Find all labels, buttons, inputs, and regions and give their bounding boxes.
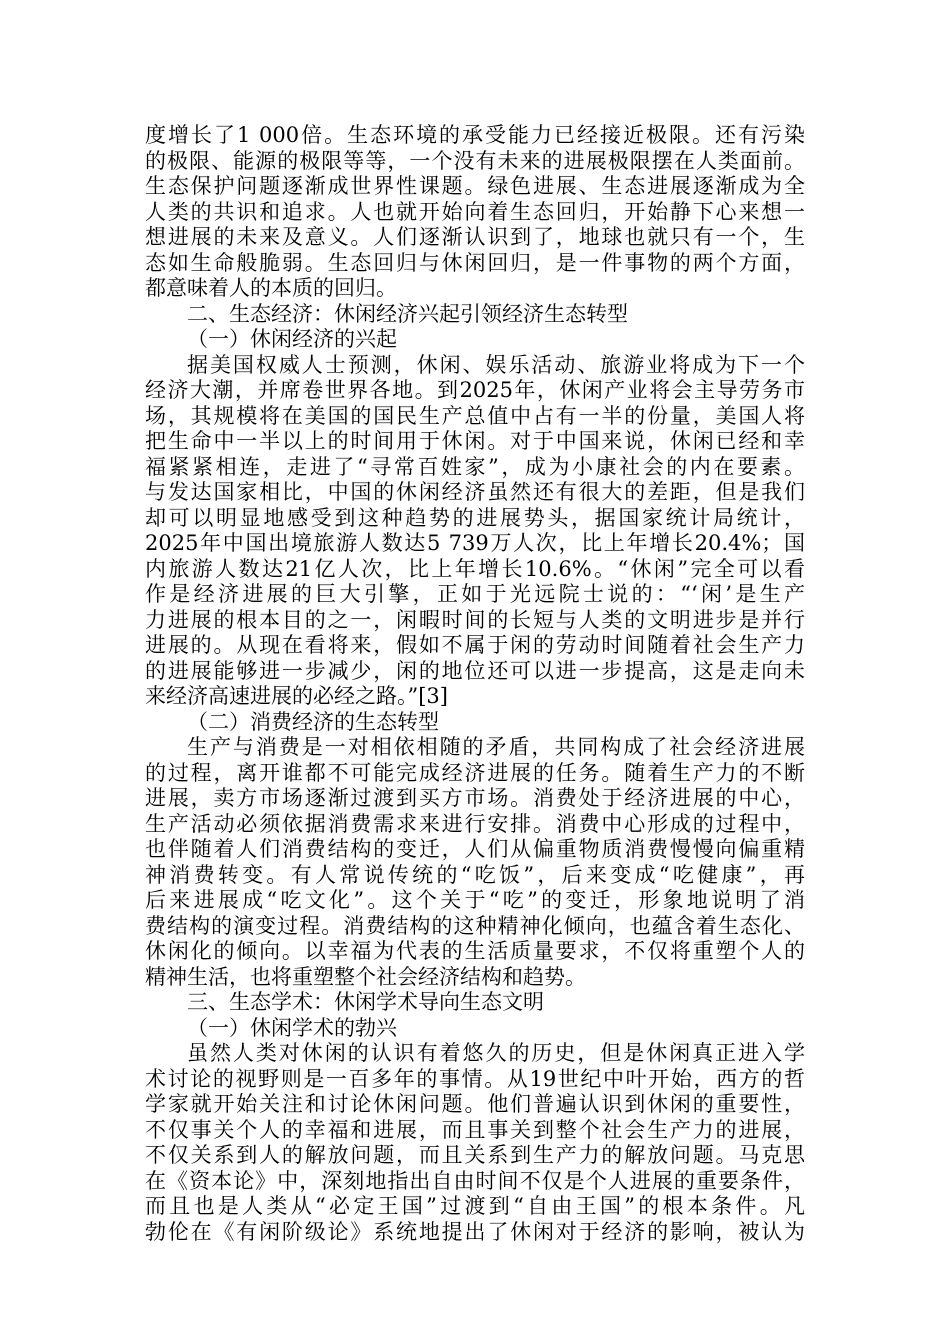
text-line: 不仅事关个人的幸福和进展，而且事关到整个社会生产力的进展，	[145, 1117, 805, 1142]
text-line: （一）休闲经济的兴起	[187, 327, 397, 351]
text-line: 在《资本论》中，深刻地指出自由时间不仅是个人进展的重要条件，	[145, 1168, 805, 1193]
text-line: 态如生命般脆弱。生态回归与休闲回归，是一件事物的两个方面，	[145, 250, 805, 275]
text-line: 勃伦在《有闲阶级论》系统地提出了休闲对于经济的影响，被认为	[145, 1219, 805, 1244]
text-line: 想进展的未来及意义。人们逐渐认识到了，地球也就只有一个，生	[145, 225, 805, 249]
text-line: 经济大潮，并席卷世界各地。到2025年，休闲产业将会主导劳务市	[145, 378, 805, 402]
text-line: 二、生态经济：休闲经济兴起引领经济生态转型	[187, 301, 628, 326]
text-line: 内旅游人数达21亿人次，比上年增长10.6%。“休闲”完全可以看	[145, 556, 805, 581]
text-line: 三、生态学术：休闲学术导向生态文明	[187, 990, 544, 1014]
text-line: 力进展的根本目的之一，闲暇时间的长短与人类的文明进步是并行	[145, 607, 805, 632]
text-line: 而且也是人类从“必定王国”过渡到“自由王国”的根本条件。凡	[145, 1194, 805, 1218]
text-line: （二）消费经济的生态转型	[187, 709, 439, 734]
text-line: 学家就开始关注和讨论休闲问题。他们普遍认识到休闲的重要性，	[145, 1092, 805, 1116]
text-line: 却可以明显地感受到这种趋势的进展势头，据国家统计局统计，	[145, 505, 805, 530]
text-line: 场，其规模将在美国的国民生产总值中占有一半的份量，美国人将	[145, 403, 805, 428]
text-line: 后来进展成“吃文化”。这个关于“吃”的变迁，形象地说明了消	[145, 888, 805, 912]
text-line: 费结构的演变过程。消费结构的这种精神化倾向，也蕴含着生态化、	[145, 913, 805, 938]
text-line: 作是经济进展的巨大引擎，正如于光远院士说的：“‘闲’是生产	[145, 582, 805, 606]
text-line: 人类的共识和追求。人也就开始向着生态回归，开始静下心来想一	[145, 199, 805, 224]
text-line: 的进展能够进一步减少，闲的地位还可以进一步提高，这是走向未	[145, 658, 805, 683]
text-line: 与发达国家相比，中国的休闲经济虽然还有很大的差距，但是我们	[145, 480, 805, 504]
text-line: 休闲化的倾向。以幸福为代表的生活质量要求，不仅将重塑个人的	[145, 939, 805, 963]
text-line: 据美国权威人士预测，休闲、娱乐活动、旅游业将成为下一个	[187, 352, 805, 377]
text-line: 2025年中国出境旅游人数达5 739万人次，比上年增长20.4%；国	[145, 531, 805, 555]
text-line: 精神生活，也将重塑整个社会经济结构和趋势。	[145, 964, 586, 989]
text-line: 虽然人类对休闲的认识有着悠久的历史，但是休闲真正进入学	[187, 1041, 805, 1065]
text-line: 生态保护问题逐渐成世界性课题。绿色进展、生态进展逐渐成为全	[145, 174, 805, 198]
text-line: 把生命中一半以上的时间用于休闲。对于中国来说，休闲已经和幸	[145, 429, 805, 453]
text-line: 不仅关系到人的解放问题，而且关系到生产力的解放问题。马克思	[145, 1143, 805, 1167]
text-line: 神消费转变。有人常说传统的“吃饭”，后来变成“吃健康”，再	[145, 862, 805, 887]
text-line: 的过程，离开谁都不可能完成经济进展的任务。随着生产力的不断	[145, 760, 805, 785]
text-line: 生产与消费是一对相依相随的矛盾，共同构成了社会经济进展	[187, 735, 805, 759]
document-page	[145, 123, 805, 1245]
text-line: 都意味着人的本质的回归。	[145, 276, 397, 300]
text-line: 福紧紧相连，走进了“寻常百姓家”，成为小康社会的内在要素。	[145, 454, 805, 479]
text-line: 也伴随着人们消费结构的变迁，人们从偏重物质消费慢慢向偏重精	[145, 837, 805, 861]
text-line: 生产活动必须依据消费需求来进行安排。消费中心形成的过程中，	[145, 811, 805, 836]
text-line: 来经济高速进展的必经之路。”[3]	[145, 684, 448, 708]
text-line: （一）休闲学术的勃兴	[187, 1015, 397, 1040]
text-line: 度增长了1 000倍。生态环境的承受能力已经接近极限。还有污染	[145, 123, 805, 147]
text-line: 术讨论的视野则是一百多年的事情。从19世纪中叶开始，西方的哲	[145, 1066, 805, 1091]
text-line: 进展，卖方市场逐渐过渡到买方市场。消费处于经济进展的中心，	[145, 786, 805, 810]
text-line: 进展的。从现在看将来，假如不属于闲的劳动时间随着社会生产力	[145, 633, 805, 657]
text-line: 的极限、能源的极限等等，一个没有未来的进展极限摆在人类面前。	[145, 148, 805, 173]
